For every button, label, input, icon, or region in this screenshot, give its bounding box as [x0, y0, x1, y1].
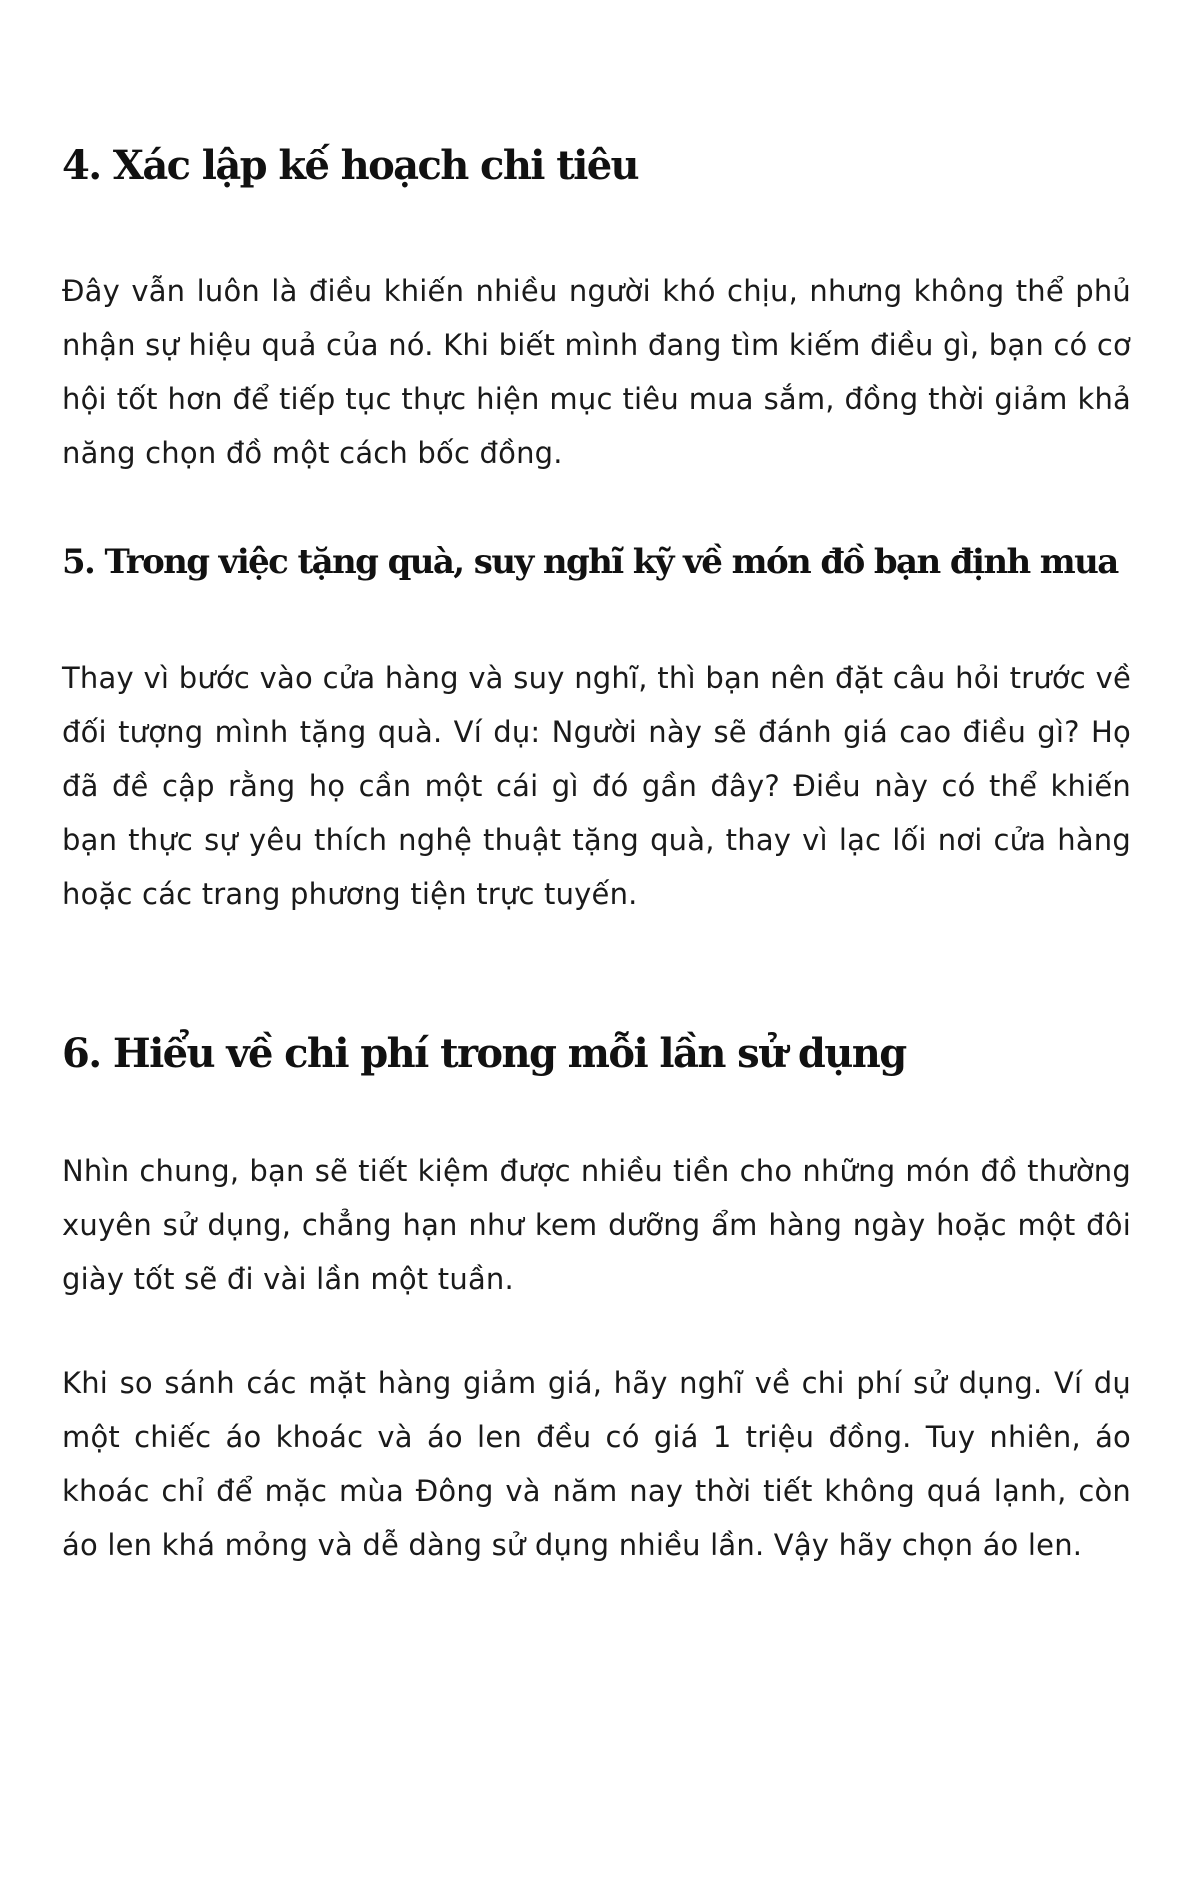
section-6-heading: 6. Hiểu về chi phí trong mỗi lần sử dụng [62, 1030, 906, 1077]
section-4-paragraph: Đây vẫn luôn là điều khiến nhiều người khó chịu, nhưng không thể phủ nhận sự hiệu quả của nó. Khi biết mình đang tìm kiếm điều gì, bạn có cơ hội tốt hơn để tiếp tục thực hiện mục tiêu mua sắm, đồng thời giảm khả năng chọn đồ một cách bốc đồng. [62, 274, 1131, 470]
section-5-paragraph: Thay vì bước vào cửa hàng và suy nghĩ, thì bạn nên đặt câu hỏi trước về đối tượng mình tặng quà. Ví dụ: Người này sẽ đánh giá cao điều gì? Họ đã đề cập rằng họ cần một cái gì đó gần đây? Điều này có thể khiến bạn thực sự yêu thích nghệ thuật tặng quà, thay vì lạc lối nơi cửa hàng hoặc các trang phương tiện trực tuyến. [62, 661, 1131, 911]
section-6-paragraph-2: Khi so sánh các mặt hàng giảm giá, hãy nghĩ về chi phí sử dụng. Ví dụ một chiếc áo khoác và áo len đều có giá 1 triệu đồng. Tuy nhiên, áo khoác chỉ để mặc mùa Đông và năm nay thời tiết không quá lạnh, còn áo len khá mỏng và dễ dàng sử dụng nhiều lần. Vậy hãy chọn áo len. [62, 1366, 1131, 1562]
section-5-heading: 5. Trong việc tặng quà, suy nghĩ kỹ về món đồ bạn định mua [62, 542, 1118, 582]
section-6-paragraph-1: Nhìn chung, bạn sẽ tiết kiệm được nhiều tiền cho những món đồ thường xuyên sử dụng, chẳng hạn như kem dưỡng ẩm hàng ngày hoặc một đôi giày tốt sẽ đi vài lần một tuần. [62, 1154, 1131, 1296]
section-4-heading: 4. Xác lập kế hoạch chi tiêu [62, 142, 639, 189]
